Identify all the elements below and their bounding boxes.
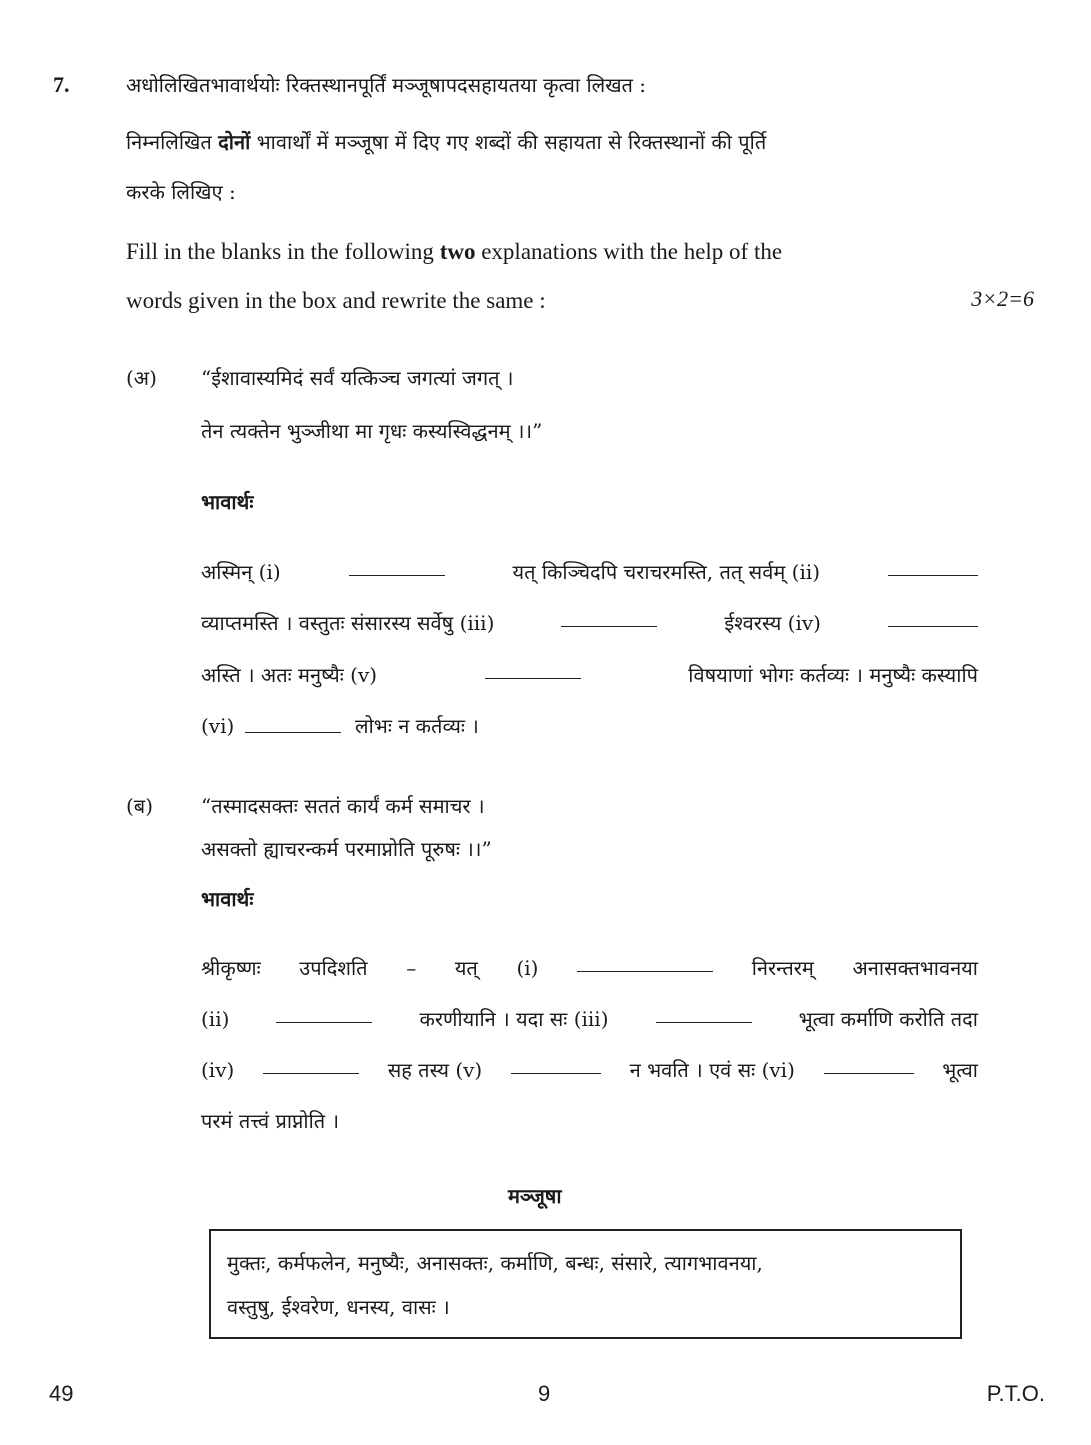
box-title: मञ्जूषा <box>508 1184 562 1208</box>
part-a-line4: (vi) लोभः न कर्तव्यः । <box>201 714 479 738</box>
part-b-line3: (iv) सह तस्य (v) न भवति । एवं सः (vi) भूत्वा <box>201 1055 978 1085</box>
word-box <box>209 1229 962 1339</box>
blank-b-iii[interactable] <box>656 1004 752 1023</box>
part-a-heading: भावार्थः <box>201 490 254 514</box>
english-instruction-line1: Fill in the blanks in the following two explanations with the help of the <box>126 239 783 264</box>
blank-b-vi[interactable] <box>824 1055 914 1074</box>
english-instruction-line2: words given in the box and rewrite the same : <box>126 288 546 313</box>
part-a-label: (अ) <box>126 366 157 390</box>
blank-a-iii[interactable] <box>561 608 657 627</box>
part-b-verse-line2: असक्तो ह्याचरन्कर्म परमाप्नोति पूरुषः ।।” <box>201 837 492 861</box>
pto-label: P.T.O. <box>986 1381 1045 1406</box>
hindi-instruction: निम्नलिखित दोनों भावार्थों में मञ्जूषा में दिए गए शब्दों की सहायता से रिक्तस्थानों की पूर्ति <box>126 130 767 154</box>
hindi-instruction-line1 <box>126 127 978 157</box>
sanskrit-instruction: अधोलिखितभावार्थयोः रिक्तस्थानपूर्तिं मञ्जूषापदसहायतया कृत्वा लिखत : <box>126 73 647 97</box>
blank-a-vi[interactable] <box>245 714 341 733</box>
box-words-line2: वस्तुषु, ईश्वरेण, धनस्य, वासः । <box>227 1295 450 1319</box>
part-a-verse-line1: “ईशावास्यमिदं सर्वं यत्किञ्च जगत्यां जगत् । <box>201 366 514 390</box>
blank-a-iv[interactable] <box>888 608 978 627</box>
part-a-line1: अस्मिन् (i) यत् किञ्चिदपि चराचरमस्ति, तत् सर्वम् (ii) <box>201 557 978 587</box>
part-a-line2: व्याप्तमस्ति । वस्तुतः संसारस्य सर्वेषु (iii) ईश्वरस्य (iv) <box>201 608 978 638</box>
part-b-label: (ब) <box>126 794 154 818</box>
blank-b-i[interactable] <box>577 953 713 972</box>
part-b-verse-line1: “तस्मादसक्तः सततं कार्यं कर्म समाचर । <box>201 794 485 818</box>
paper-code: 49 <box>49 1381 74 1406</box>
blank-a-ii[interactable] <box>888 557 978 576</box>
part-b-line2: (ii) करणीयानि । यदा सः (iii) भूत्वा कर्माणि करोति तदा <box>201 1004 978 1034</box>
blank-b-v[interactable] <box>511 1055 601 1074</box>
blank-b-ii[interactable] <box>276 1004 372 1023</box>
box-words-line1: मुक्तः, कर्मफलेन, मनुष्यैः, अनासक्तः, कर्माणि, बन्धः, संसारे, त्यागभावनया, <box>227 1251 763 1275</box>
blank-a-i[interactable] <box>349 557 445 576</box>
part-b-heading: भावार्थः <box>201 887 254 911</box>
marks: 3×2=6 <box>971 286 1034 311</box>
hindi-instruction-line2: करके लिखिए : <box>126 180 236 204</box>
part-a-verse-line2: तेन त्यक्तेन भुञ्जीथा मा गृधः कस्यस्विद्धनम् ।।” <box>201 419 543 443</box>
blank-b-iv[interactable] <box>263 1055 359 1074</box>
part-b-line4: परमं तत्त्वं प्राप्नोति । <box>201 1109 340 1133</box>
part-a-line3: अस्ति । अतः मनुष्यैः (v) विषयाणां भोगः कर्तव्यः । मनुष्यैः कस्यापि <box>201 660 978 690</box>
part-b-line1: श्रीकृष्णः उपदिशति – यत् (i) निरन्तरम् अनासक्तभावनया <box>201 953 978 983</box>
page-number: 9 <box>538 1381 551 1406</box>
question-number: 7. <box>53 72 70 97</box>
blank-a-v[interactable] <box>485 660 581 679</box>
